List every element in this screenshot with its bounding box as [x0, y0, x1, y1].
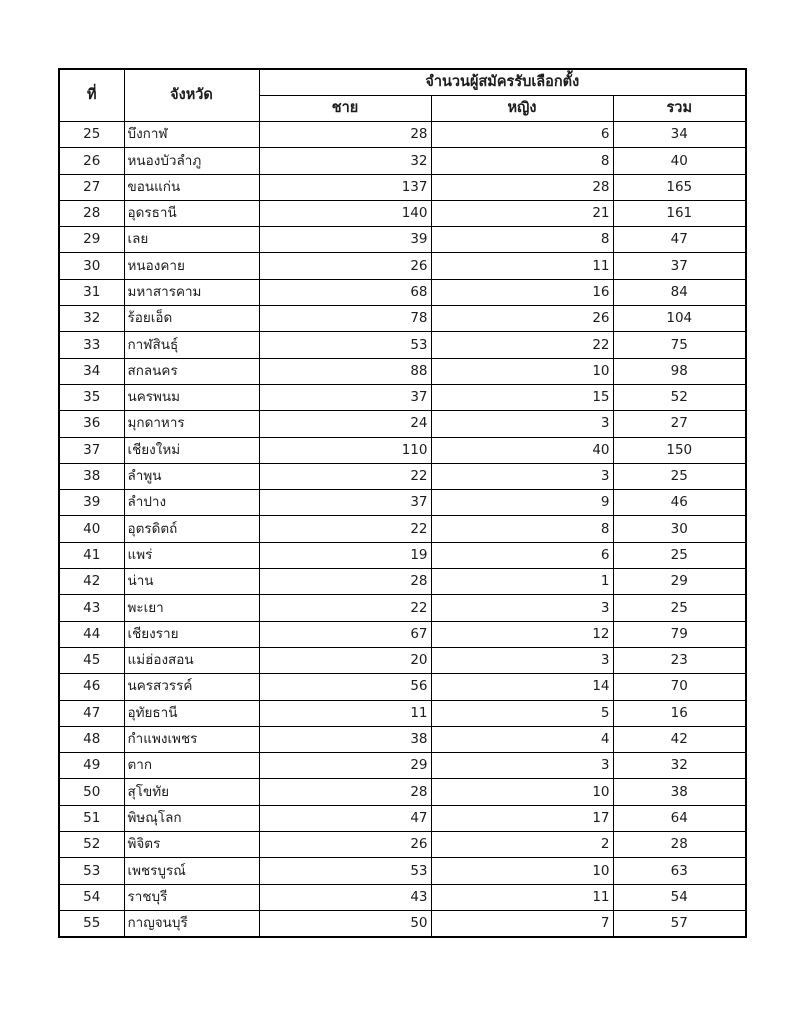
cell-male: 37 — [259, 384, 431, 410]
table-row — [59, 122, 746, 148]
cell-female: 11 — [431, 884, 613, 910]
cell-province: กาฬสินธุ์ — [124, 332, 259, 358]
cell-total: 161 — [613, 200, 746, 226]
cell-no: 43 — [59, 595, 124, 621]
cell-total: 28 — [613, 832, 746, 858]
cell-male: 29 — [259, 753, 431, 779]
cell-province: น่าน — [124, 569, 259, 595]
cell-no: 28 — [59, 200, 124, 226]
cell-female: 26 — [431, 306, 613, 332]
table-row — [59, 674, 746, 700]
cell-no: 25 — [59, 122, 124, 148]
cell-total: 29 — [613, 569, 746, 595]
table-body — [59, 122, 746, 937]
cell-total: 75 — [613, 332, 746, 358]
cell-male: 28 — [259, 779, 431, 805]
cell-male: 67 — [259, 621, 431, 647]
cell-total: 37 — [613, 253, 746, 279]
cell-male: 68 — [259, 279, 431, 305]
cell-no: 47 — [59, 700, 124, 726]
table-row — [59, 227, 746, 253]
cell-female: 3 — [431, 411, 613, 437]
cell-male: 37 — [259, 490, 431, 516]
cell-total: 30 — [613, 516, 746, 542]
cell-no: 51 — [59, 805, 124, 831]
cell-no: 49 — [59, 753, 124, 779]
cell-total: 64 — [613, 805, 746, 831]
cell-total: 34 — [613, 122, 746, 148]
cell-male: 22 — [259, 595, 431, 621]
table-row — [59, 779, 746, 805]
cell-province: อุตรดิตถ์ — [124, 516, 259, 542]
cell-no: 26 — [59, 148, 124, 174]
cell-male: 53 — [259, 858, 431, 884]
table-row — [59, 647, 746, 673]
cell-province: สกลนคร — [124, 358, 259, 384]
cell-female: 21 — [431, 200, 613, 226]
cell-no: 30 — [59, 253, 124, 279]
cell-province: ราชบุรี — [124, 884, 259, 910]
cell-province: ลำพูน — [124, 463, 259, 489]
cell-male: 38 — [259, 726, 431, 752]
header-no: ที่ — [59, 69, 124, 122]
cell-total: 150 — [613, 437, 746, 463]
header-female: หญิง — [431, 96, 613, 122]
table-row — [59, 595, 746, 621]
cell-male: 110 — [259, 437, 431, 463]
table-row — [59, 726, 746, 752]
cell-female: 6 — [431, 122, 613, 148]
table-row — [59, 411, 746, 437]
cell-male: 20 — [259, 647, 431, 673]
cell-no: 41 — [59, 542, 124, 568]
cell-no: 33 — [59, 332, 124, 358]
cell-female: 8 — [431, 516, 613, 542]
cell-male: 11 — [259, 700, 431, 726]
cell-province: พิจิตร — [124, 832, 259, 858]
cell-total: 46 — [613, 490, 746, 516]
cell-female: 28 — [431, 174, 613, 200]
cell-total: 40 — [613, 148, 746, 174]
table-row — [59, 516, 746, 542]
cell-total: 16 — [613, 700, 746, 726]
cell-no: 39 — [59, 490, 124, 516]
cell-female: 11 — [431, 253, 613, 279]
cell-province: เชียงราย — [124, 621, 259, 647]
cell-female: 10 — [431, 858, 613, 884]
cell-female: 12 — [431, 621, 613, 647]
cell-province: ตาก — [124, 753, 259, 779]
cell-female: 10 — [431, 358, 613, 384]
cell-female: 40 — [431, 437, 613, 463]
cell-female: 8 — [431, 148, 613, 174]
cell-female: 8 — [431, 227, 613, 253]
cell-female: 17 — [431, 805, 613, 831]
cell-no: 54 — [59, 884, 124, 910]
cell-male: 39 — [259, 227, 431, 253]
cell-male: 43 — [259, 884, 431, 910]
cell-province: เพชรบูรณ์ — [124, 858, 259, 884]
table-row — [59, 174, 746, 200]
cell-total: 42 — [613, 726, 746, 752]
cell-no: 32 — [59, 306, 124, 332]
table-row — [59, 542, 746, 568]
cell-male: 32 — [259, 148, 431, 174]
cell-male: 28 — [259, 569, 431, 595]
cell-total: 79 — [613, 621, 746, 647]
cell-male: 28 — [259, 122, 431, 148]
cell-province: นครพนม — [124, 384, 259, 410]
cell-no: 50 — [59, 779, 124, 805]
cell-province: มุกดาหาร — [124, 411, 259, 437]
cell-female: 3 — [431, 753, 613, 779]
cell-no: 34 — [59, 358, 124, 384]
table-row — [59, 910, 746, 936]
cell-total: 25 — [613, 463, 746, 489]
cell-total: 23 — [613, 647, 746, 673]
table-row — [59, 463, 746, 489]
cell-no: 27 — [59, 174, 124, 200]
cell-female: 1 — [431, 569, 613, 595]
candidates-table — [58, 68, 747, 938]
cell-total: 52 — [613, 384, 746, 410]
cell-male: 22 — [259, 463, 431, 489]
table-row — [59, 200, 746, 226]
cell-province: มหาสารคาม — [124, 279, 259, 305]
table-row — [59, 358, 746, 384]
cell-no: 36 — [59, 411, 124, 437]
cell-province: ร้อยเอ็ด — [124, 306, 259, 332]
cell-male: 56 — [259, 674, 431, 700]
cell-male: 88 — [259, 358, 431, 384]
cell-province: แพร่ — [124, 542, 259, 568]
cell-province: อุทัยธานี — [124, 700, 259, 726]
table-row — [59, 805, 746, 831]
table-row — [59, 332, 746, 358]
cell-total: 70 — [613, 674, 746, 700]
cell-province: เลย — [124, 227, 259, 253]
cell-no: 46 — [59, 674, 124, 700]
cell-total: 104 — [613, 306, 746, 332]
cell-female: 3 — [431, 463, 613, 489]
cell-male: 50 — [259, 910, 431, 936]
cell-province: หนองคาย — [124, 253, 259, 279]
cell-total: 27 — [613, 411, 746, 437]
cell-male: 137 — [259, 174, 431, 200]
header-male: ชาย — [259, 96, 431, 122]
cell-total: 98 — [613, 358, 746, 384]
table-header — [59, 69, 746, 122]
table-row — [59, 279, 746, 305]
cell-no: 31 — [59, 279, 124, 305]
cell-male: 78 — [259, 306, 431, 332]
cell-province: ขอนแก่น — [124, 174, 259, 200]
header-candidate-count-group: จำนวนผู้สมัครรับเลือกตั้ง — [259, 69, 746, 96]
table-row — [59, 306, 746, 332]
cell-male: 53 — [259, 332, 431, 358]
cell-female: 10 — [431, 779, 613, 805]
cell-province: แม่ฮ่องสอน — [124, 647, 259, 673]
cell-male: 19 — [259, 542, 431, 568]
cell-province: กำแพงเพชร — [124, 726, 259, 752]
cell-male: 47 — [259, 805, 431, 831]
cell-no: 52 — [59, 832, 124, 858]
table-row — [59, 884, 746, 910]
cell-female: 16 — [431, 279, 613, 305]
cell-total: 165 — [613, 174, 746, 200]
cell-province: อุดรธานี — [124, 200, 259, 226]
table-row — [59, 148, 746, 174]
table-row — [59, 832, 746, 858]
cell-male: 26 — [259, 832, 431, 858]
cell-province: หนองบัวลำภู — [124, 148, 259, 174]
cell-total: 32 — [613, 753, 746, 779]
cell-total: 38 — [613, 779, 746, 805]
cell-no: 42 — [59, 569, 124, 595]
cell-province: กาญจนบุรี — [124, 910, 259, 936]
cell-male: 24 — [259, 411, 431, 437]
cell-male: 22 — [259, 516, 431, 542]
cell-female: 3 — [431, 647, 613, 673]
table-row — [59, 621, 746, 647]
cell-female: 15 — [431, 384, 613, 410]
cell-total: 25 — [613, 542, 746, 568]
cell-female: 3 — [431, 595, 613, 621]
cell-female: 14 — [431, 674, 613, 700]
table-row — [59, 700, 746, 726]
cell-no: 55 — [59, 910, 124, 936]
cell-no: 40 — [59, 516, 124, 542]
cell-female: 5 — [431, 700, 613, 726]
header-province: จังหวัด — [124, 69, 259, 122]
cell-total: 25 — [613, 595, 746, 621]
cell-male: 26 — [259, 253, 431, 279]
cell-no: 37 — [59, 437, 124, 463]
cell-total: 57 — [613, 910, 746, 936]
cell-no: 38 — [59, 463, 124, 489]
table-row — [59, 384, 746, 410]
cell-no: 48 — [59, 726, 124, 752]
header-total: รวม — [613, 96, 746, 122]
cell-female: 9 — [431, 490, 613, 516]
table-row — [59, 569, 746, 595]
cell-province: บึงกาฬ — [124, 122, 259, 148]
cell-province: พิษณุโลก — [124, 805, 259, 831]
cell-total: 63 — [613, 858, 746, 884]
cell-female: 7 — [431, 910, 613, 936]
table-row — [59, 858, 746, 884]
cell-female: 4 — [431, 726, 613, 752]
cell-no: 45 — [59, 647, 124, 673]
table-row — [59, 753, 746, 779]
cell-province: เชียงใหม่ — [124, 437, 259, 463]
table-row — [59, 437, 746, 463]
cell-no: 29 — [59, 227, 124, 253]
table-row — [59, 253, 746, 279]
cell-no: 44 — [59, 621, 124, 647]
cell-province: พะเยา — [124, 595, 259, 621]
cell-total: 47 — [613, 227, 746, 253]
cell-female: 22 — [431, 332, 613, 358]
cell-male: 140 — [259, 200, 431, 226]
cell-no: 35 — [59, 384, 124, 410]
cell-province: ลำปาง — [124, 490, 259, 516]
cell-total: 54 — [613, 884, 746, 910]
cell-total: 84 — [613, 279, 746, 305]
cell-no: 53 — [59, 858, 124, 884]
table-row — [59, 490, 746, 516]
cell-province: นครสวรรค์ — [124, 674, 259, 700]
cell-female: 6 — [431, 542, 613, 568]
cell-female: 2 — [431, 832, 613, 858]
cell-province: สุโขทัย — [124, 779, 259, 805]
